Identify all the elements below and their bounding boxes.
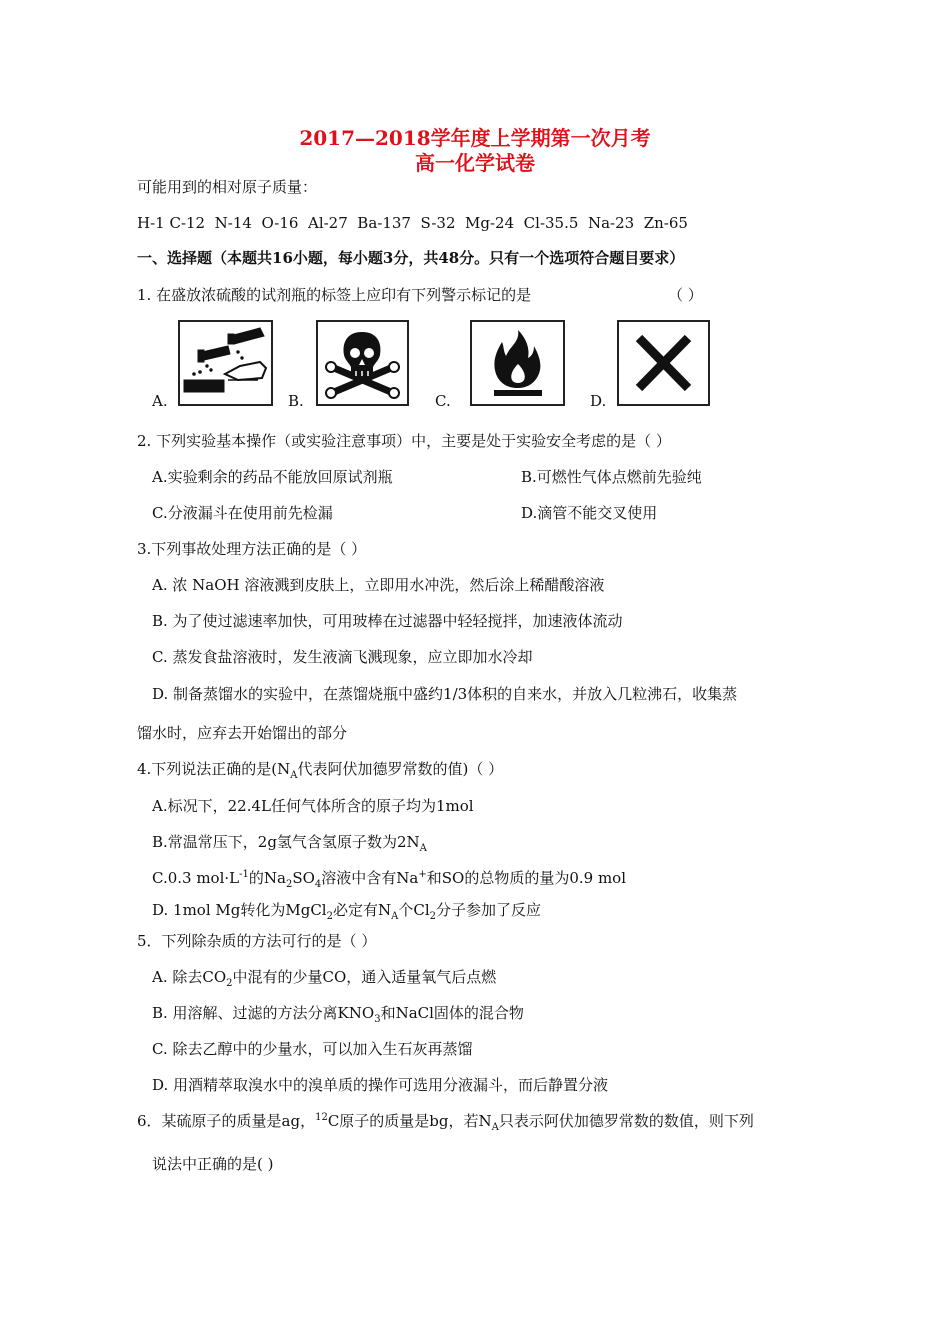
q5-option-b [152,1002,524,1024]
q2-option-c: C.分液漏斗在使用前先检漏 [152,504,333,522]
q4-d-text-4: 分子参加了反应 [436,901,542,919]
q4-stem [137,758,503,780]
q3-option-b: B. 为了使过滤速率加快，可用玻棒在过滤器中轻轻搅拌，加速液体流动 [152,612,623,630]
exam-title: 2017—2018学年度上学期第一次月考 [299,126,651,150]
q4-c-text-1: C.0.3 mol·L [152,869,240,887]
q4-c-sup-1: -1 [239,869,249,880]
q4-c-text-5: 和SO的总物质的量为0.9 mol [426,869,626,887]
skull-crossbones-icon [316,320,409,406]
q1-option-c-label: C. [435,392,451,410]
q4-option-b-subscript: A [419,843,427,854]
q5-b-text-2: 和NaCl固体的混合物 [380,1004,524,1022]
q3-option-d: D. 制备蒸馏水的实验中，在蒸馏烧瓶中盛约1/3体积的自来水，并放入几粒沸石，收集蒸 [152,685,738,703]
q1-option-a-label: A. [152,392,168,410]
q4-option-b [152,831,427,853]
q6-stem [137,1110,754,1132]
q4-d-sub-1: 2 [326,911,333,922]
q3-stem: 3.下列事故处理方法正确的是（ ） [137,540,367,558]
q4-stem-subscript: A [290,770,298,781]
q6-stem-continued: 说法中正确的是( ) [152,1155,274,1173]
q5-a-text-2: 中混有的少量CO，通入适量氧气后点燃 [232,968,497,986]
q4-option-b-text: B.常温常压下，2g氢气含氢原子数为2N [152,833,420,851]
q5-b-text-1: B. 用溶解、过滤的方法分离KNO [152,1004,375,1022]
harmful-x-icon [617,320,710,406]
q5-option-d: D. 用酒精萃取溴水中的溴单质的操作可选用分液漏斗，而后静置分液 [152,1076,609,1094]
q4-d-sub-2: A [391,911,399,922]
q2-option-d: D.滴管不能交叉使用 [521,504,658,522]
q6-superscript: 12 [315,1112,328,1123]
q4-c-sub-2: 4 [314,879,322,890]
q4-d-text-1: D. 1mol Mg转化为MgCl [152,901,327,919]
q6-text-3: 只表示阿伏加德罗常数的数值，则下列 [498,1112,754,1130]
q5-a-text-1: A. 除去CO [152,968,227,986]
corrosive-icon [178,320,273,406]
q2-option-a: A.实验剩余的药品不能放回原试剂瓶 [152,468,393,486]
q4-c-text-3: SO [292,869,315,887]
q4-option-c [152,867,626,889]
q5-stem: 5．下列除杂质的方法可行的是（ ） [137,932,377,950]
q4-option-d [152,899,541,921]
q4-d-sub-3: 2 [429,911,436,922]
q5-b-subscript: 3 [374,1014,381,1025]
q4-stem-text: 4.下列说法正确的是(N [137,760,291,778]
q6-subscript: A [491,1122,499,1133]
q4-d-text-2: 必定有N [332,901,392,919]
q4-stem-text-2: 代表阿伏加德罗常数的值)（ ） [297,760,504,778]
q1-bracket: （ ） [668,286,703,304]
q2-option-b: B.可燃性气体点燃前先验纯 [521,468,702,486]
q2-stem: 2. 下列实验基本操作（或实验注意事项）中，主要是处于实验安全考虑的是（ ） [137,432,671,450]
atomic-mass-intro: 可能用到的相对原子质量： [137,178,318,196]
q4-option-a: A.标况下，22.4L任何气体所含的原子均为1mol [152,797,474,815]
q1-option-d-label: D. [590,392,607,410]
q6-text-1: 6．某硫原子的质量是ag， [137,1112,316,1130]
q5-a-subscript: 2 [226,978,233,989]
q4-c-text-2: 的Na [248,869,286,887]
q4-c-sub-1: 2 [285,879,293,890]
q4-d-text-3: 个Cl [398,901,430,919]
q3-option-d-continued: 馏水时，应弃去开始馏出的部分 [137,724,348,742]
section-heading: 一、选择题（本题共16小题，每小题3分，共48分。只有一个选项符合题目要求） [137,249,685,267]
q5-option-c: C. 除去乙醇中的少量水，可以加入生石灰再蒸馏 [152,1040,473,1058]
q6-text-2: C原子的质量是bg，若N [327,1112,492,1130]
q3-option-c: C. 蒸发食盐溶液时，发生液滴飞溅现象，应立即加水冷却 [152,648,533,666]
q1-stem: 1. 在盛放浓硫酸的试剂瓶的标签上应印有下列警示标记的是 [137,286,532,304]
q1-option-b-label: B. [288,392,304,410]
q3-option-a: A. 浓 NaOH 溶液溅到皮肤上，立即用水冲洗，然后涂上稀醋酸溶液 [152,576,605,594]
q4-c-text-4: 溶液中含有Na [321,869,419,887]
atomic-mass-values: H-1 C-12 N-14 O-16 Al-27 Ba-137 S-32 Mg-24 Cl-35.5 Na-23 Zn-65 [137,214,688,232]
flammable-icon [470,320,565,406]
q4-c-sup-2: + [418,869,427,880]
q5-option-a [152,966,496,988]
exam-subtitle: 高一化学试卷 [415,151,535,175]
